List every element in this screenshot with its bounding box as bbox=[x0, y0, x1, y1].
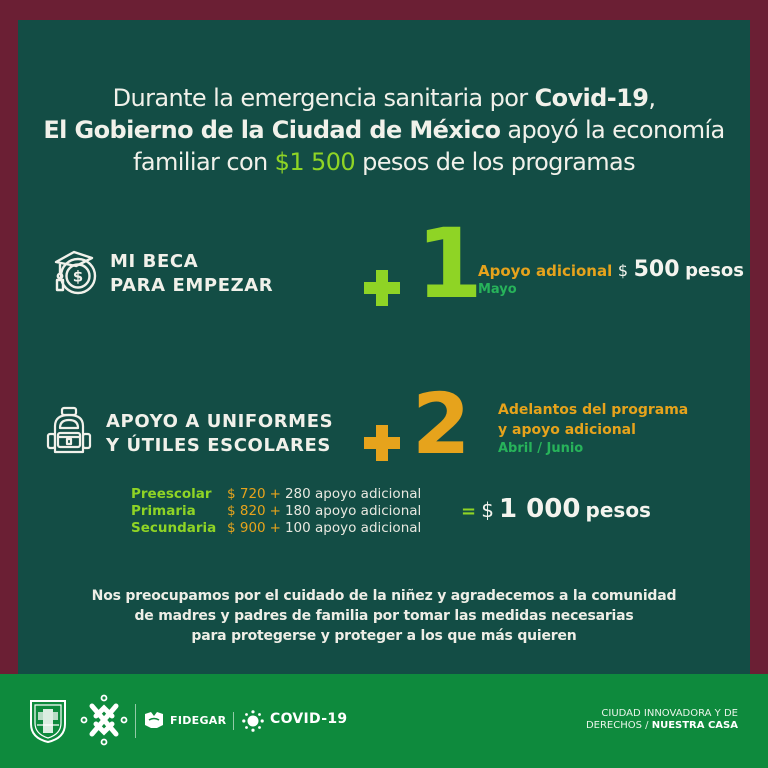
infographic-panel bbox=[18, 20, 750, 674]
headline-text: pesos de los programas bbox=[355, 148, 635, 176]
total-currency: $ bbox=[481, 498, 494, 522]
cdmx-knot-icon bbox=[80, 694, 128, 746]
breakdown-total bbox=[461, 494, 651, 524]
program-period: Abril / Junio bbox=[498, 441, 584, 456]
footer-divider bbox=[135, 704, 136, 738]
fidegar-icon bbox=[145, 712, 163, 728]
headline-line-2 bbox=[18, 114, 750, 146]
total-amount: 1 000 bbox=[499, 494, 581, 524]
total-equals: = bbox=[461, 501, 477, 522]
breakdown-level: Secundaria bbox=[131, 520, 217, 536]
breakdown-plus: + bbox=[269, 486, 281, 502]
svg-text:$: $ bbox=[72, 267, 84, 286]
program-title-line: PARA EMPEZAR bbox=[110, 275, 274, 296]
headline-line-3 bbox=[18, 146, 750, 178]
fidegar-label: FIDEGAR bbox=[170, 714, 227, 727]
desc-amount: 500 bbox=[633, 257, 680, 282]
breakdown-plus: + bbox=[269, 520, 281, 536]
footer-divider bbox=[233, 712, 234, 730]
tagline-line bbox=[586, 720, 738, 732]
breakdown-base: $ 720 bbox=[227, 486, 266, 502]
breakdown-row bbox=[131, 503, 421, 520]
program-title bbox=[110, 250, 273, 298]
tagline-bold: NUESTRA CASA bbox=[651, 720, 738, 731]
headline-covid: Covid-19 bbox=[534, 84, 649, 112]
program-title-line: MI BECA bbox=[110, 251, 199, 272]
plus-icon bbox=[364, 425, 400, 461]
program-count: 1 bbox=[416, 208, 483, 320]
program-count: 2 bbox=[412, 375, 471, 473]
desc-unit: pesos bbox=[685, 260, 744, 281]
tagline-line: CIUDAD INNOVADORA Y DE bbox=[601, 708, 738, 719]
headline-text: apoyó la economía bbox=[500, 116, 725, 144]
breakdown-row bbox=[131, 520, 421, 537]
graduation-coin-icon bbox=[48, 246, 100, 298]
footer-bar bbox=[0, 674, 768, 768]
desc-line: Adelantos del programa bbox=[498, 402, 689, 418]
breakdown-level: Preescolar bbox=[131, 486, 212, 502]
closing-message bbox=[18, 586, 750, 646]
desc-currency: $ bbox=[617, 261, 629, 280]
breakdown-extra: 180 apoyo adicional bbox=[284, 503, 422, 519]
program-title-line: APOYO A UNIFORMES bbox=[106, 411, 334, 432]
covid-virus-icon bbox=[242, 710, 264, 732]
desc-label: Apoyo adicional bbox=[478, 262, 613, 280]
headline-text: Durante la emergencia sanitaria por bbox=[112, 84, 535, 112]
program-title-line: Y ÚTILES ESCOLARES bbox=[106, 435, 331, 456]
closing-line: para protegerse y proteger a los que más quieren bbox=[191, 628, 577, 644]
program-title bbox=[106, 410, 333, 458]
desc-line: y apoyo adicional bbox=[498, 422, 636, 438]
program-period: Mayo bbox=[478, 282, 517, 297]
footer-tagline bbox=[586, 708, 738, 732]
covid-label: COVID-19 bbox=[270, 711, 348, 727]
headline bbox=[18, 82, 750, 178]
closing-line: Nos preocupamos por el cuidado de la niñez y agradecemos a la comunidad bbox=[91, 588, 677, 604]
breakdown-level: Primaria bbox=[131, 503, 196, 519]
tagline-text: DERECHOS / bbox=[585, 720, 652, 731]
total-unit: pesos bbox=[585, 498, 651, 522]
backpack-icon bbox=[46, 406, 92, 456]
headline-government: El Gobierno de la Ciudad de México bbox=[43, 116, 501, 144]
headline-text: , bbox=[648, 84, 656, 112]
breakdown-table bbox=[131, 486, 421, 537]
breakdown-row bbox=[131, 486, 421, 503]
headline-amount: $1 500 bbox=[274, 148, 356, 176]
breakdown-base: $ 820 bbox=[227, 503, 266, 519]
closing-line: de madres y padres de familia por tomar las medidas necesarias bbox=[134, 608, 634, 624]
program-description bbox=[478, 257, 744, 282]
breakdown-base: $ 900 bbox=[227, 520, 266, 536]
breakdown-plus: + bbox=[269, 503, 281, 519]
headline-text: familiar con bbox=[133, 148, 275, 176]
breakdown-extra: 100 apoyo adicional bbox=[284, 520, 422, 536]
headline-line-1 bbox=[18, 82, 750, 114]
plus-icon bbox=[364, 270, 400, 306]
cdmx-shield-icon bbox=[28, 698, 68, 744]
breakdown-extra: 280 apoyo adicional bbox=[284, 486, 422, 502]
program-description bbox=[498, 400, 688, 440]
